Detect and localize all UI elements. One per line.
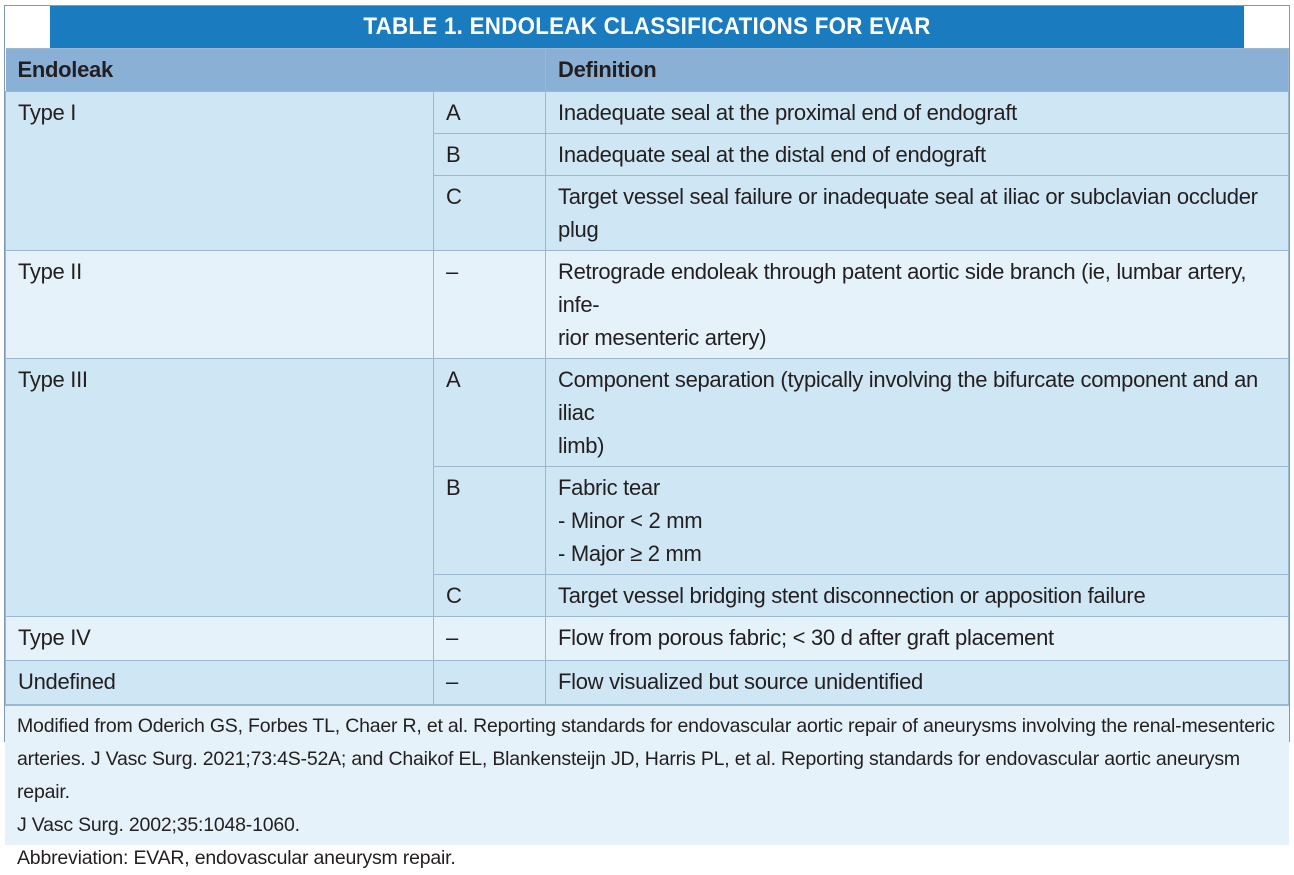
definition-cell [546,575,1289,617]
definition-line: Component separation (typically involving the bifurcate component and an iliac [558,367,1258,425]
endoleak-table [5,48,1289,705]
definition-cell [546,661,1289,705]
definition-line: rior mesenteric artery) [558,325,767,350]
definition-cell [546,617,1289,661]
source-note [17,710,1277,842]
definition-line: - Major ≥ 2 mm [558,541,702,566]
subtype-cell: A [434,359,546,467]
definition-line: - Minor < 2 mm [558,508,703,533]
definition-cell [546,467,1289,575]
header-endoleak: Endoleak [6,49,546,92]
definition-line: Target vessel bridging stent disconnection or apposition failure [558,583,1146,608]
endoleak-type-cell: Type II [6,251,434,359]
subtype-cell: – [434,617,546,661]
subtype-cell: C [434,575,546,617]
definition-cell [546,251,1289,359]
definition-line: Target vessel seal failure or inadequate seal at iliac or subclavian occluder plug [558,184,1258,242]
abbreviation-note: Abbreviation: EVAR, endovascular aneurysm repair. [17,847,456,869]
table-body [6,92,1289,705]
table-title: TABLE 1. ENDOLEAK CLASSIFICATIONS FOR EVAR [50,6,1244,48]
subtype-cell: A [434,92,546,134]
definition-cell [546,134,1289,176]
table-row [6,251,1289,359]
definition-line: Fabric tear [558,475,660,500]
subtype-cell: B [434,134,546,176]
table-row [6,661,1289,705]
table-row [6,92,1289,134]
definition-cell [546,92,1289,134]
subtype-cell: – [434,251,546,359]
source-line: J Vasc Surg. 2002;35:1048-1060. [17,814,300,836]
header-row [6,49,1289,92]
endoleak-type-cell: Type IV [6,617,434,661]
subtype-cell: B [434,467,546,575]
header-definition: Definition [546,49,1289,92]
definition-line: limb) [558,433,605,458]
subtype-cell: – [434,661,546,705]
definition-line: Flow from porous fabric; < 30 d after graft placement [558,625,1054,650]
definition-line: Inadequate seal at the proximal end of endograft [558,100,1017,125]
subtype-cell: C [434,176,546,251]
endoleak-type-cell: Type III [6,359,434,617]
table-row [6,359,1289,467]
definition-line: Flow visualized but source unidentified [558,669,923,694]
definition-line: Retrograde endoleak through patent aortic side branch (ie, lumbar artery, infe- [558,259,1247,317]
table-figure [4,5,1290,869]
definition-cell [546,359,1289,467]
endoleak-type-cell: Type I [6,92,434,251]
definition-line: Inadequate seal at the distal end of endograft [558,142,986,167]
source-line: Modified from Oderich GS, Forbes TL, Chaer R, et al. Reporting standards for endovascular aortic repair of aneurysms involving the renal-mesenteric [17,715,1275,737]
endoleak-type-cell: Undefined [6,661,434,705]
source-line: arteries. J Vasc Surg. 2021;73:4S-52A; and Chaikof EL, Blankensteijn JD, Harris PL, et al. Reporting standards for endovascular aortic aneurysm repair. [17,748,1240,803]
table-row [6,617,1289,661]
definition-cell [546,176,1289,251]
table-footnote [5,705,1289,869]
